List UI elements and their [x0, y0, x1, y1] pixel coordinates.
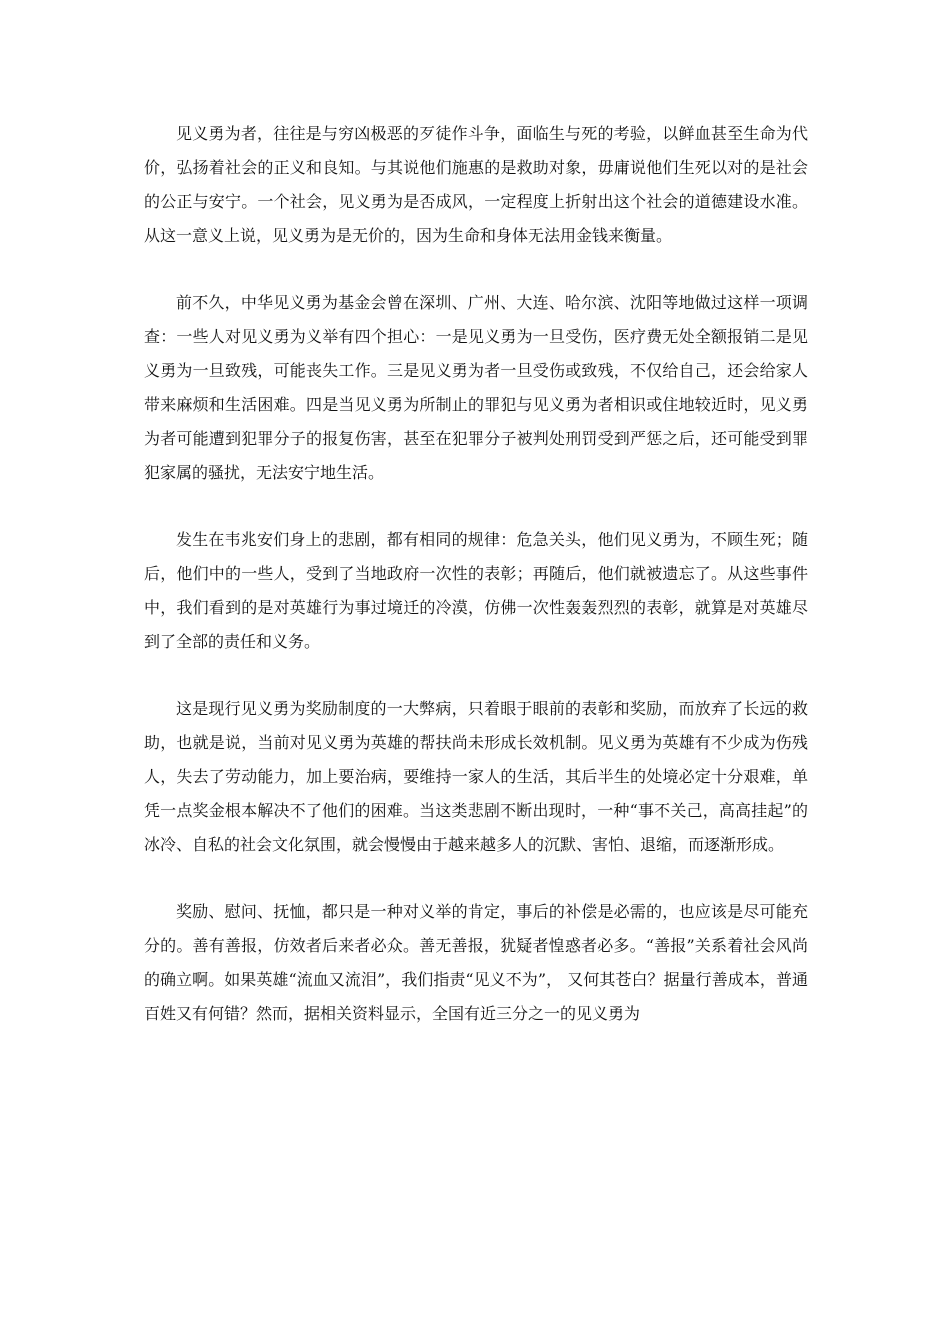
paragraph-2: 前不久，中华见义勇为基金会曾在深圳、广州、大连、哈尔滨、沈阳等地做过这样一项调查：一些人对见义勇为义举有四个担心：一是见义勇为一旦受伤，医疗费无处全额报销二是见义勇为一旦致残，可能丧失工作。三是见义勇为者一旦受伤或致残，不仅给自己，还会给家人带来麻烦和生活困难。四是当见义勇为所制止的罪犯与见义勇为者相识或住地较近时，见义勇为者可能遭到犯罪分子的报复伤害，甚至在犯罪分子被判处刑罚受到严惩之后，还可能受到罪犯家属的骚扰，无法安宁地生活。 — [144, 293, 808, 482]
paragraph-4: 这是现行见义勇为奖励制度的一大弊病，只着眼于眼前的表彰和奖励，而放弃了长远的救助，也就是说，当前对见义勇为英雄的帮扶尚未形成长效机制。见义勇为英雄有不少成为伤残人，失去了劳动能力，加上要治病，要维持一家人的生活，其后半生的处境必定十分艰难，单凭一点奖金根本解决不了他们的困难。当这类悲剧不断出现时，一种“事不关己，高高挂起”的冰冷、自私的社会文化氛围，就会慢慢由于越来越多人的沉默、害怕、退缩，而逐渐形成。 — [144, 699, 808, 854]
paragraph-5: 奖励、慰问、抚恤，都只是一种对义举的肯定，事后的补偿是必需的，也应该是尽可能充分的。善有善报，仿效者后来者必众。善无善报，犹疑者惶惑者必多。“善报”关系着社会风尚的确立啊。如果英雄“流血又流泪”，我们指责“见义不为”， 又何其苍白？据量行善成本，普通百姓又有何错？然而，据相关资料显示，全国有近三分之一的见义勇为 — [144, 902, 808, 1023]
paragraph-3: 发生在韦兆安们身上的悲剧，都有相同的规律：危急关头，他们见义勇为，不顾生死；随后，他们中的一些人，受到了当地政府一次性的表彰；再随后，他们就被遗忘了。从这些事件中，我们看到的是对英雄行为事过境迁的冷漠，仿佛一次性轰轰烈烈的表彰，就算是对英雄尽到了全部的责任和义务。 — [144, 530, 808, 651]
paragraph-1: 见义勇为者，往往是与穷凶极恶的歹徒作斗争，面临生与死的考验，以鲜血甚至生命为代价，弘扬着社会的正义和良知。与其说他们施惠的是救助对象，毋庸说他们生死以对的是社会的公正与安宁。一个社会，见义勇为是否成风，一定程度上折射出这个社会的道德建设水准。从这一意义上说，见义勇为是无价的，因为生命和身体无法用金钱来衡量。 — [144, 124, 808, 245]
document-body — [144, 117, 808, 1031]
